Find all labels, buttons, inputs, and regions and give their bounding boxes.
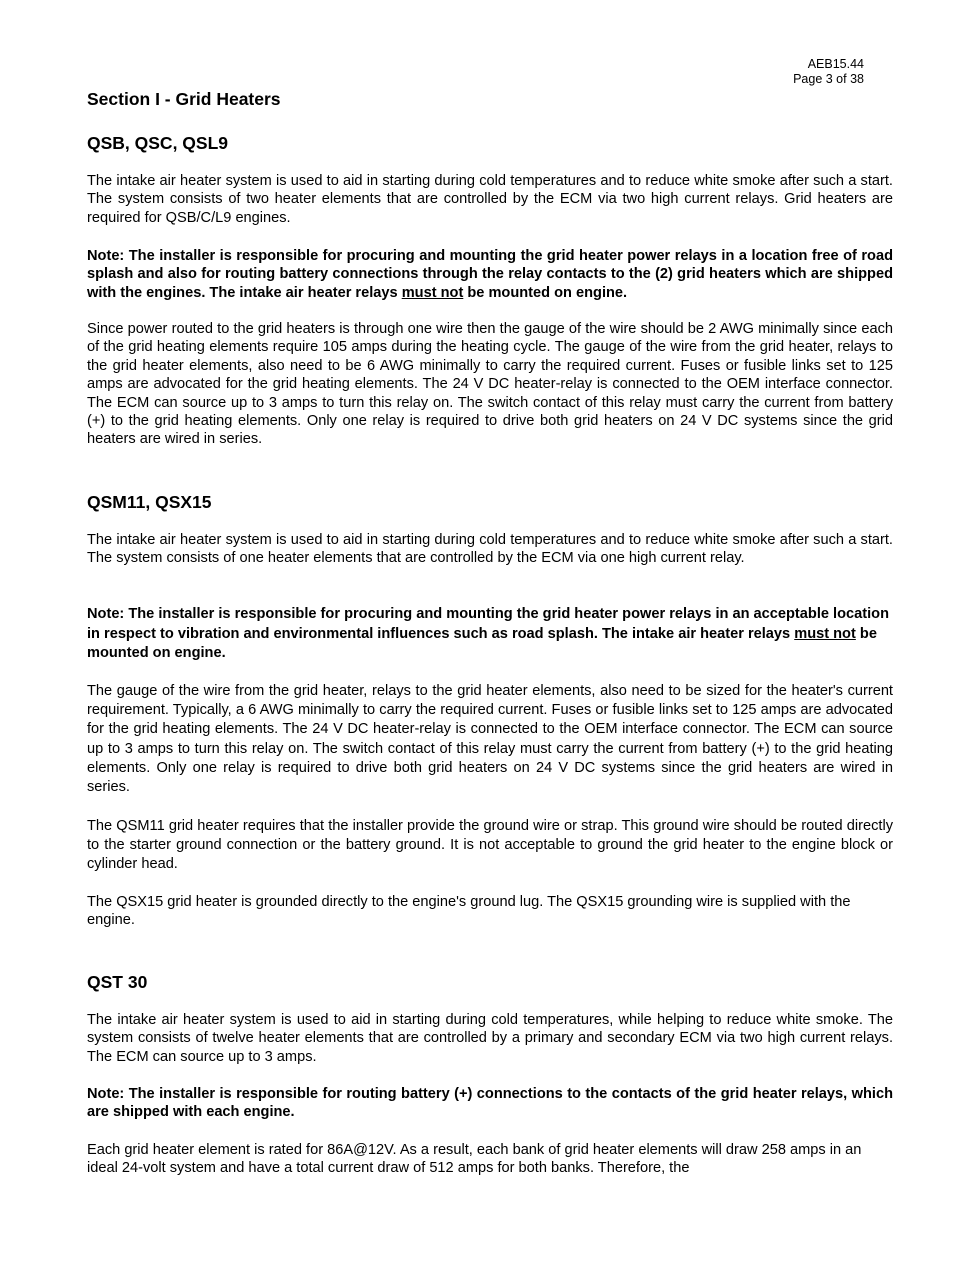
- page-header-meta: [793, 57, 864, 87]
- qst-note-paragraph: Note: The installer is responsible for routing battery (+) connections to the contacts of the grid heater relays, which are shipped with each engine.: [87, 1086, 893, 1121]
- qsb-note-text: Note: The installer is responsible for procuring and mounting the grid heater power relays in a location free of road splash and also for routing battery connections through the relay contacts to the (2) grid heaters which are shipped with the engines. The intake air heater relays: [87, 248, 893, 301]
- qsx15-ground-paragraph: The QSX15 grid heater is grounded directly to the engine's ground lug. The QSX15 grounding wire is supplied with the engine.: [87, 894, 851, 929]
- section-title: Section I - Grid Heaters: [87, 89, 281, 109]
- qst-intro-paragraph: The intake air heater system is used to aid in starting during cold temperatures, while helping to reduce white smoke. The system consists of twelve heater elements that are controlled by a primary and secondary ECM via two high current relays. The ECM can source up to 3 amps.: [87, 1012, 893, 1065]
- document-id: AEB15.44: [807, 57, 864, 71]
- qsb-note-paragraph: [87, 247, 893, 302]
- page-number: Page 3 of 38: [793, 72, 864, 86]
- qsm-note-end: be mounted on engine.: [87, 625, 877, 661]
- qsm-note-paragraph: [87, 605, 893, 664]
- heading-qst30: QST 30: [87, 972, 148, 992]
- qst-current-paragraph: Each grid heater element is rated for 86A@12V. As a result, each bank of grid heater elements will draw 258 amps in an ideal 24-volt system and have a total current draw of 512 amps for both banks. Therefore, the: [87, 1142, 862, 1177]
- qsm-note-text: Note: The installer is responsible for procuring and mounting the grid heater power relays in an acceptable location in respect to vibration and environmental influences such as road splash. The intake air heater relays: [87, 606, 889, 642]
- qsm-wiring-paragraph: The gauge of the wire from the grid heater, relays to the grid heater elements, also need to be sized for the heater's current requirement. Typically, a 6 AWG minimally to carry the required current. Fuses or fusible links set to 125 amps are advocated for the grid heating elements. The 24 V DC heater-relay is connected to the OEM interface connector. The ECM can source up to 3 amps to turn this relay on. The switch contact of this relay must carry the current from battery (+) to the grid heating elements. Only one relay is required to drive both grid heaters on 24 V DC systems since the grid heaters are wired in series.: [87, 683, 893, 796]
- qsb-note-emphasis: must not: [401, 284, 464, 301]
- qsb-wiring-paragraph: Since power routed to the grid heaters is through one wire then the gauge of the wire should be 2 AWG minimally since each of the grid heating elements require 105 amps during the heating cycle. The gauge of the wire from the grid heater, relays to the grid heater elements, also need to be 6 AWG minimally to carry the required current. Fuses or fusible links set to 125 amps are advocated for the grid heating elements. The 24 V DC heater-relay is connected to the OEM interface connector. The ECM can source up to 3 amps to turn this relay on. The switch contact of this relay must carry the current from battery (+) to the grid heating elements. Only one relay is required to drive both grid heaters on 24 V DC systems since the grid heaters are wired in series.: [87, 321, 893, 448]
- heading-qsb-qsc-qsl9: QSB, QSC, QSL9: [87, 133, 228, 153]
- qsm-intro-paragraph: The intake air heater system is used to aid in starting during cold temperatures and to reduce white smoke after such a start. The system consists of one heater elements that are controlled by the ECM via one high current relay.: [87, 532, 893, 567]
- qsm-note-emphasis: must not: [794, 625, 856, 642]
- heading-qsm11-qsx15: QSM11, QSX15: [87, 492, 212, 512]
- qsm11-ground-paragraph: The QSM11 grid heater requires that the installer provide the ground wire or strap. This ground wire should be routed directly to the starter ground connection or the battery ground. It is not acceptable to ground the grid heater to the engine block or cylinder head.: [87, 818, 893, 873]
- qsb-note-end: be mounted on engine.: [463, 284, 628, 301]
- qsb-intro-paragraph: The intake air heater system is used to aid in starting during cold temperatures and to reduce white smoke after such a start. The system consists of two heater elements that are controlled by the ECM via two high current relays. Grid heaters are required for QSB/C/L9 engines.: [87, 173, 893, 226]
